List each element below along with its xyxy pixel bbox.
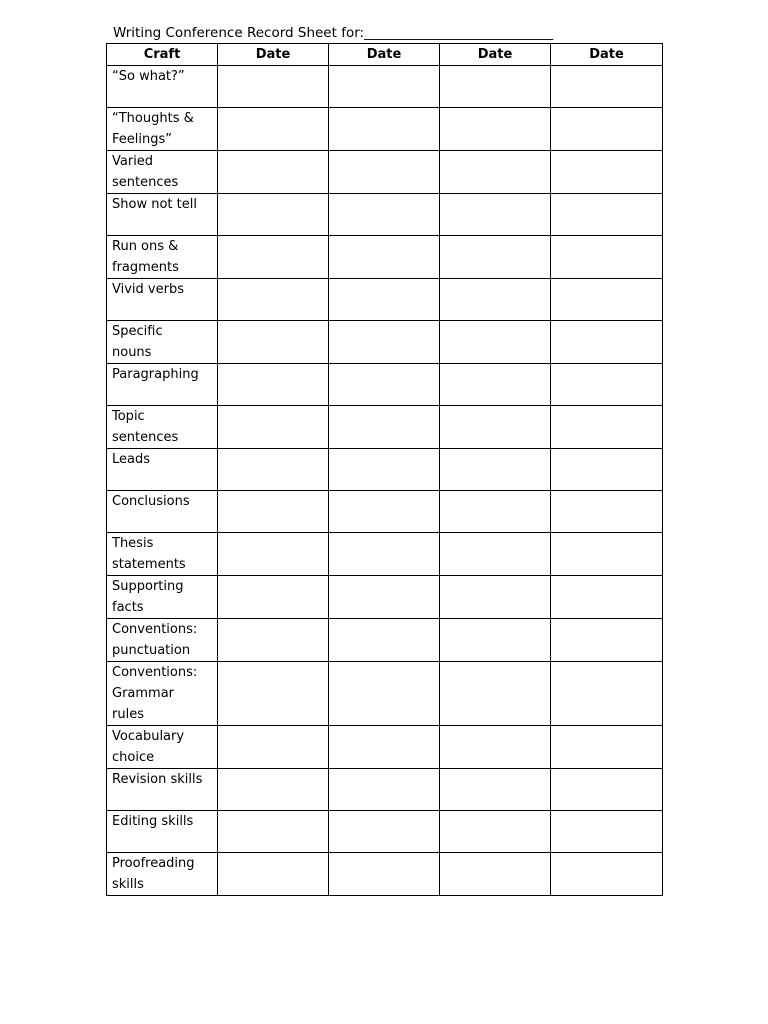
date-entry-cell[interactable] bbox=[218, 576, 329, 619]
table-body bbox=[107, 66, 663, 896]
table-row bbox=[107, 662, 663, 726]
date-entry-cell[interactable] bbox=[218, 449, 329, 491]
date-entry-cell[interactable] bbox=[218, 108, 329, 151]
date-entry-cell[interactable] bbox=[329, 619, 440, 662]
column-header-date: Date bbox=[551, 44, 663, 66]
date-entry-cell[interactable] bbox=[218, 619, 329, 662]
date-entry-cell[interactable] bbox=[218, 726, 329, 769]
table-row bbox=[107, 811, 663, 853]
craft-cell: Proofreading skills bbox=[107, 853, 218, 896]
date-entry-cell[interactable] bbox=[218, 66, 329, 108]
date-entry-cell[interactable] bbox=[218, 194, 329, 236]
date-entry-cell[interactable] bbox=[551, 321, 663, 364]
table-row bbox=[107, 769, 663, 811]
date-entry-cell[interactable] bbox=[329, 811, 440, 853]
column-header-craft: Craft bbox=[107, 44, 218, 66]
date-entry-cell[interactable] bbox=[551, 769, 663, 811]
craft-cell: Varied sentences bbox=[107, 151, 218, 194]
table-row bbox=[107, 321, 663, 364]
date-entry-cell[interactable] bbox=[551, 151, 663, 194]
craft-cell: Vivid verbs bbox=[107, 279, 218, 321]
date-entry-cell[interactable] bbox=[440, 279, 551, 321]
date-entry-cell[interactable] bbox=[329, 236, 440, 279]
craft-cell: Run ons & fragments bbox=[107, 236, 218, 279]
craft-cell: Revision skills bbox=[107, 769, 218, 811]
date-entry-cell[interactable] bbox=[218, 236, 329, 279]
date-entry-cell[interactable] bbox=[218, 321, 329, 364]
craft-cell: Editing skills bbox=[107, 811, 218, 853]
craft-cell: Topic sentences bbox=[107, 406, 218, 449]
date-entry-cell[interactable] bbox=[218, 769, 329, 811]
table-row bbox=[107, 576, 663, 619]
date-entry-cell[interactable] bbox=[551, 279, 663, 321]
date-entry-cell[interactable] bbox=[440, 108, 551, 151]
date-entry-cell[interactable] bbox=[440, 533, 551, 576]
date-entry-cell[interactable] bbox=[440, 811, 551, 853]
date-entry-cell[interactable] bbox=[440, 619, 551, 662]
date-entry-cell[interactable] bbox=[551, 491, 663, 533]
craft-cell: Supporting facts bbox=[107, 576, 218, 619]
table-row bbox=[107, 533, 663, 576]
craft-cell: “So what?” bbox=[107, 66, 218, 108]
date-entry-cell[interactable] bbox=[218, 364, 329, 406]
date-entry-cell[interactable] bbox=[329, 364, 440, 406]
date-entry-cell[interactable] bbox=[329, 662, 440, 726]
table-row bbox=[107, 108, 663, 151]
date-entry-cell[interactable] bbox=[551, 406, 663, 449]
date-entry-cell[interactable] bbox=[551, 576, 663, 619]
table-row bbox=[107, 853, 663, 896]
table-row bbox=[107, 726, 663, 769]
date-entry-cell[interactable] bbox=[329, 769, 440, 811]
date-entry-cell[interactable] bbox=[440, 236, 551, 279]
date-entry-cell[interactable] bbox=[329, 853, 440, 896]
date-entry-cell[interactable] bbox=[218, 279, 329, 321]
table-row bbox=[107, 151, 663, 194]
date-entry-cell[interactable] bbox=[329, 449, 440, 491]
table-row bbox=[107, 406, 663, 449]
date-entry-cell[interactable] bbox=[440, 769, 551, 811]
date-entry-cell[interactable] bbox=[551, 364, 663, 406]
date-entry-cell[interactable] bbox=[218, 533, 329, 576]
column-header-date: Date bbox=[218, 44, 329, 66]
date-entry-cell[interactable] bbox=[329, 406, 440, 449]
craft-cell: Paragraphing bbox=[107, 364, 218, 406]
date-entry-cell[interactable] bbox=[551, 236, 663, 279]
table-row bbox=[107, 619, 663, 662]
date-entry-cell[interactable] bbox=[551, 853, 663, 896]
date-entry-cell[interactable] bbox=[440, 321, 551, 364]
date-entry-cell[interactable] bbox=[329, 321, 440, 364]
date-entry-cell[interactable] bbox=[218, 406, 329, 449]
craft-cell: Show not tell bbox=[107, 194, 218, 236]
document-title: Writing Conference Record Sheet for:____________________________ bbox=[113, 25, 554, 41]
date-entry-cell[interactable] bbox=[218, 662, 329, 726]
date-entry-cell[interactable] bbox=[551, 533, 663, 576]
date-entry-cell[interactable] bbox=[551, 619, 663, 662]
craft-cell: Vocabulary choice bbox=[107, 726, 218, 769]
craft-cell: Specific nouns bbox=[107, 321, 218, 364]
table-row bbox=[107, 449, 663, 491]
date-entry-cell[interactable] bbox=[551, 811, 663, 853]
table-row bbox=[107, 194, 663, 236]
table-row bbox=[107, 364, 663, 406]
date-entry-cell[interactable] bbox=[218, 811, 329, 853]
date-entry-cell[interactable] bbox=[329, 491, 440, 533]
date-entry-cell[interactable] bbox=[440, 66, 551, 108]
craft-cell: Conventions: punctuation bbox=[107, 619, 218, 662]
date-entry-cell[interactable] bbox=[440, 853, 551, 896]
conference-record-table bbox=[106, 43, 663, 896]
craft-cell: Leads bbox=[107, 449, 218, 491]
date-entry-cell[interactable] bbox=[440, 406, 551, 449]
date-entry-cell[interactable] bbox=[440, 364, 551, 406]
date-entry-cell[interactable] bbox=[329, 108, 440, 151]
date-entry-cell[interactable] bbox=[551, 726, 663, 769]
craft-cell: Conclusions bbox=[107, 491, 218, 533]
date-entry-cell[interactable] bbox=[551, 66, 663, 108]
date-entry-cell[interactable] bbox=[440, 726, 551, 769]
date-entry-cell[interactable] bbox=[329, 151, 440, 194]
date-entry-cell[interactable] bbox=[551, 194, 663, 236]
table-row bbox=[107, 279, 663, 321]
table-row bbox=[107, 491, 663, 533]
date-entry-cell[interactable] bbox=[329, 576, 440, 619]
date-entry-cell[interactable] bbox=[329, 194, 440, 236]
date-entry-cell[interactable] bbox=[551, 449, 663, 491]
column-header-date: Date bbox=[329, 44, 440, 66]
date-entry-cell[interactable] bbox=[329, 66, 440, 108]
date-entry-cell[interactable] bbox=[440, 576, 551, 619]
table-row bbox=[107, 66, 663, 108]
craft-cell: Thesis statements bbox=[107, 533, 218, 576]
date-entry-cell[interactable] bbox=[551, 662, 663, 726]
table-row bbox=[107, 236, 663, 279]
column-header-date: Date bbox=[440, 44, 551, 66]
craft-cell: Conventions: Grammar rules bbox=[107, 662, 218, 726]
date-entry-cell[interactable] bbox=[329, 533, 440, 576]
date-entry-cell[interactable] bbox=[440, 151, 551, 194]
date-entry-cell[interactable] bbox=[218, 151, 329, 194]
date-entry-cell[interactable] bbox=[440, 491, 551, 533]
header-row bbox=[107, 44, 663, 66]
date-entry-cell[interactable] bbox=[329, 279, 440, 321]
date-entry-cell[interactable] bbox=[440, 194, 551, 236]
date-entry-cell[interactable] bbox=[440, 662, 551, 726]
craft-cell: “Thoughts & Feelings” bbox=[107, 108, 218, 151]
date-entry-cell[interactable] bbox=[329, 726, 440, 769]
date-entry-cell[interactable] bbox=[218, 853, 329, 896]
date-entry-cell[interactable] bbox=[551, 108, 663, 151]
date-entry-cell[interactable] bbox=[218, 491, 329, 533]
date-entry-cell[interactable] bbox=[440, 449, 551, 491]
